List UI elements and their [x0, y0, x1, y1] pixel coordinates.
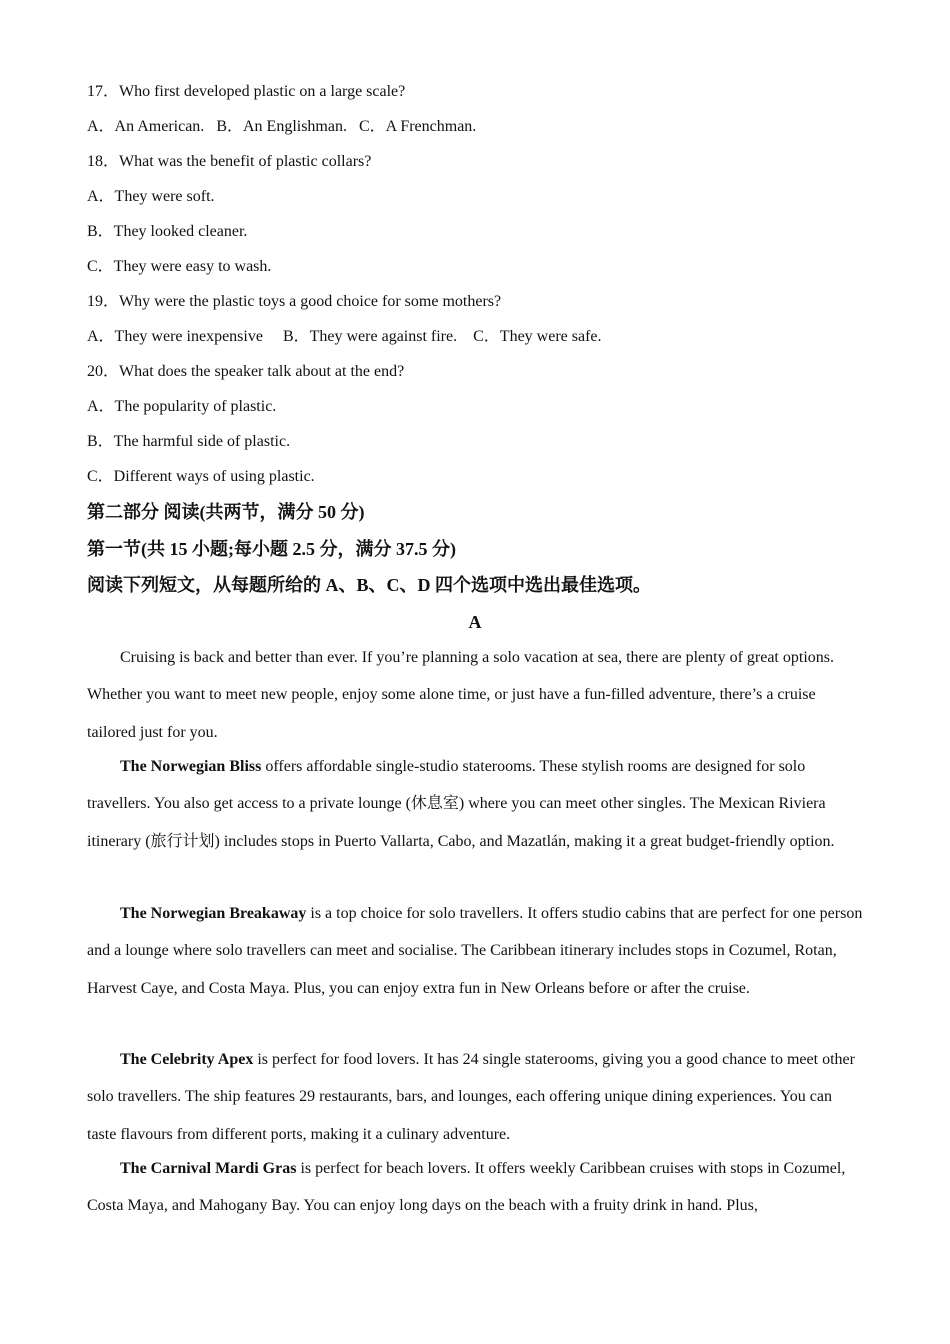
- question-20-stem: 20．What does the speaker talk about at the end?: [87, 363, 405, 380]
- ship-description: is perfect for food lovers. It has 24 single staterooms, giving you a good chance to meet other solo travellers. The ship features 29 restaurants, bars, and lounges, each offering unique dining experiences. You can taste flavours from different ports, making it a culinary adventure.: [87, 1051, 855, 1143]
- ship-name: The Norwegian Bliss: [120, 758, 262, 775]
- question-18-option-c: C．They were easy to wash.: [87, 258, 272, 275]
- question-20-option-a: A．The popularity of plastic.: [87, 398, 277, 415]
- ship-name: The Norwegian Breakaway: [120, 905, 307, 922]
- option-a: A．An American.: [87, 118, 205, 135]
- passage-item-norwegian-bliss: [87, 748, 865, 860]
- option-c: C．A Frenchman.: [358, 118, 477, 135]
- ship-description: offers affordable single-studio staterooms. These stylish rooms are designed for solo travellers. You also get access to a private lounge (休息室) where you can meet other singles. The Mexican Riviera itinerary (旅行计划) includes stops in Puerto Vallarta, Cabo, and Mazatlán, making it a great budget-friendly option.: [87, 758, 835, 850]
- question-19-stem: 19．Why were the plastic toys a good choice for some mothers?: [87, 293, 502, 310]
- option-a: A．They were inexpensive: [87, 328, 263, 345]
- option-b: B．They were against fire.: [282, 328, 458, 345]
- subsection-title: 第一节(共 15 小题;每小题 2.5 分，满分 37.5 分): [87, 539, 456, 559]
- question-17-stem: 17．Who first developed plastic on a large scale?: [87, 83, 406, 100]
- passage-item-carnival-mardi-gras: [87, 1150, 865, 1225]
- question-18-stem: 18．What was the benefit of plastic collars?: [87, 153, 372, 170]
- passage-item-celebrity-apex: [87, 1041, 865, 1153]
- option-b: B．An Englishman.: [216, 118, 347, 135]
- option-c: C．They were safe.: [473, 328, 602, 345]
- question-19-options: [87, 327, 602, 347]
- question-18-option-b: B．They looked cleaner.: [87, 223, 248, 240]
- intro-text: Cruising is back and better than ever. If you’re planning a solo vacation at sea, there are plenty of great options. Whether you want to meet new people, enjoy some alone time, or just have a fun-filled adventure, there’s a cruise tailored just for you.: [87, 649, 834, 741]
- passage-label: A: [468, 612, 482, 632]
- question-20-option-b: B．The harmful side of plastic.: [87, 433, 291, 450]
- ship-description: is perfect for beach lovers. It offers weekly Caribbean cruises with stops in Cozumel, Costa Maya, and Mahogany Bay. You can enjoy long days on the beach with a fruity drink in hand. Plus,: [87, 1160, 846, 1215]
- ship-name: The Celebrity Apex: [120, 1051, 254, 1068]
- ship-description: is a top choice for solo travellers. It offers studio cabins that are perfect for one person and a lounge where solo travellers can meet and socialise. The Caribbean itinerary includes stops in Cozumel, Rotan, Harvest Caye, and Costa Maya. Plus, you can enjoy extra fun in New Orleans before or after the cruise.: [87, 905, 863, 997]
- part-title: 第二部分 阅读(共两节，满分 50 分): [87, 502, 365, 522]
- ship-name: The Carnival Mardi Gras: [120, 1160, 297, 1177]
- question-18-option-a: A．They were soft.: [87, 188, 215, 205]
- instruction: 阅读下列短文，从每题所给的 A、B、C、D 四个选项中选出最佳选项。: [87, 575, 651, 595]
- passage-item-norwegian-breakaway: [87, 895, 865, 1007]
- passage-intro: [87, 639, 865, 751]
- question-20-option-c: C．Different ways of using plastic.: [87, 468, 315, 485]
- question-17-options: [87, 117, 476, 137]
